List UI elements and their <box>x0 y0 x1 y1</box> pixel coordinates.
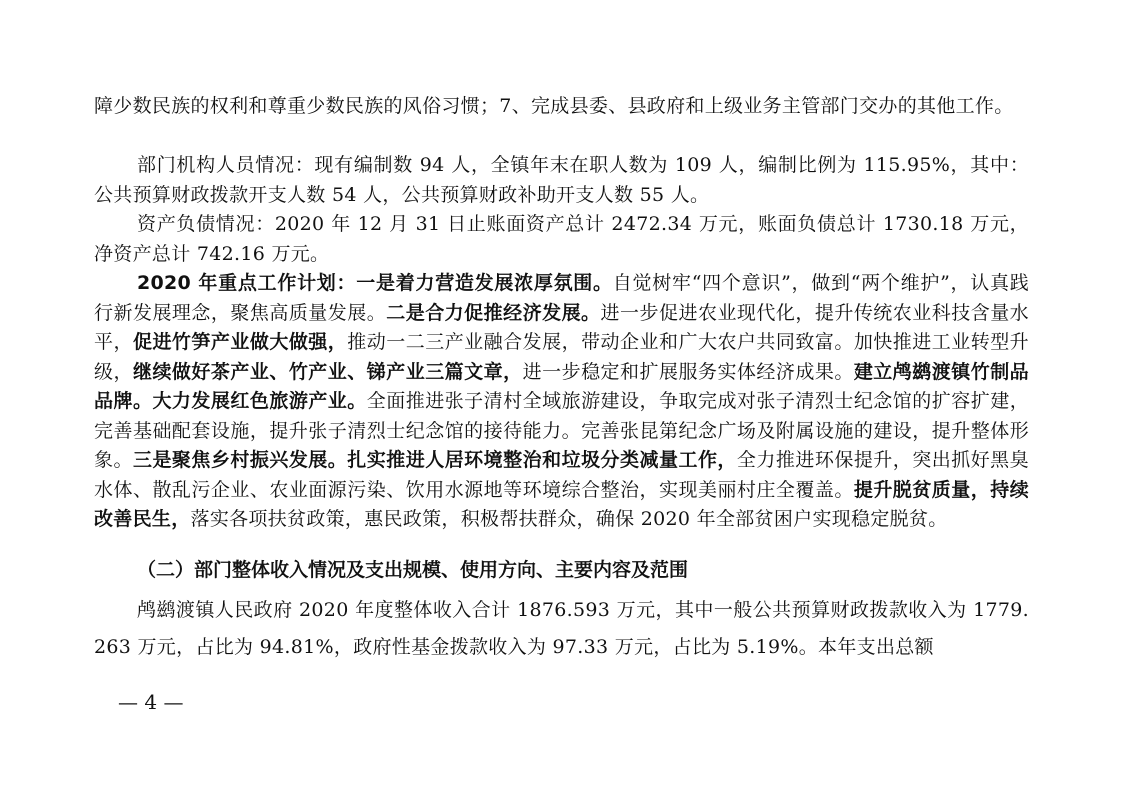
section-heading <box>94 556 1029 584</box>
bold-phrase: 扎实推进人居环境整治和垃圾分类减量工作， <box>347 449 737 471</box>
plain-text: 全面推进张子清村全域旅游建设，争取完成对张子清烈士纪念馆的扩容扩建，完善基础配套设施，提升张子清烈士纪念馆的接待能力。完善张昆第纪念广场及附属设施的建设，提升整体形象。 <box>94 390 1029 471</box>
paragraph-assets-liabilities <box>94 210 1029 269</box>
plain-text: 自觉树牢“四个意识”，做到“两个维护”，认真践行新发展理念，聚焦高质量发展。 <box>94 272 1029 324</box>
bold-phrase: 提升脱贫质量，持续改善民生， <box>94 478 1030 530</box>
paragraph-text: 资产负债情况：2020 年 12 月 31 日止账面资产总计 2472.34 万元，账面负债总计 1730.18 万元，净资产总计 742.16 万元。 <box>94 213 1029 265</box>
paragraph-income-overview <box>94 592 1029 666</box>
plain-text: 推动一二三产业融合发展，带动企业和广大农户共同致富。加快推进工业转型升级， <box>94 331 1029 383</box>
plain-text: 进一步稳定和扩展服务实体经济成果。 <box>522 360 854 383</box>
bold-phrase: 促进竹笋产业做大做强， <box>132 331 348 353</box>
plain-text: 全力推进环保提升，突出抓好黑臭水体、散乱污企业、农业面源污染、饮用水源地等环境综合整治，实现美丽村庄全覆盖。 <box>94 449 1029 501</box>
bold-phrase: 大力发展红色旅游产业。 <box>152 390 367 412</box>
paragraph-text: 障少数民族的权利和尊重少数民族的风俗习惯；7、完成县委、县政府和上级业务主管部门交办的其他工作。 <box>94 95 1014 117</box>
key-point-3: 三是聚焦乡村振兴发展。 <box>132 449 348 471</box>
section-heading-text: （二）部门整体收入情况及支出规模、使用方向、主要内容及范围 <box>137 559 689 581</box>
paragraph-text: 部门机构人员情况：现有编制数 94 人，全镇年末在职人数为 109 人，编制比例为 115.95%，其中：公共预算财政拨款开支人数 54 人，公共预算财政补助开支人数 55 人。 <box>94 154 1029 206</box>
key-point-1: 一是着力营造发展浓厚氛围。 <box>356 272 613 294</box>
bold-phrase: 继续做好茶产业、竹产业、锑产业三篇文章， <box>132 360 523 383</box>
page-number <box>118 690 183 714</box>
page-number-text: — 4 — <box>118 690 184 714</box>
plain-text: 进一步促进农业现代化，提升传统农业科技含量水平， <box>94 301 1029 353</box>
work-plan-label: 2020 年重点工作计划： <box>137 272 357 294</box>
paragraph-staffing <box>94 151 1029 210</box>
plain-text: 落实各项扶贫政策，惠民政策，积极帮扶群众，确保 2020 年全部贫困户实现稳定脱贫。 <box>190 508 948 530</box>
bold-phrase: 建立鸬鹚渡镇竹制品品牌。 <box>94 360 1029 412</box>
paragraph-work-plan <box>94 269 1029 535</box>
key-point-2: 二是合力促推经济发展。 <box>386 301 601 324</box>
paragraph-duties-continued <box>94 92 1029 122</box>
paragraph-text: 鸬鹚渡镇人民政府 2020 年度整体收入合计 1876.593 万元，其中一般公共预算财政拨款收入为 1779.263 万元，占比为 94.81%，政府性基金拨款收入为 97.33 万元，占比为 5.19%。本年支出总额 <box>94 599 1029 658</box>
